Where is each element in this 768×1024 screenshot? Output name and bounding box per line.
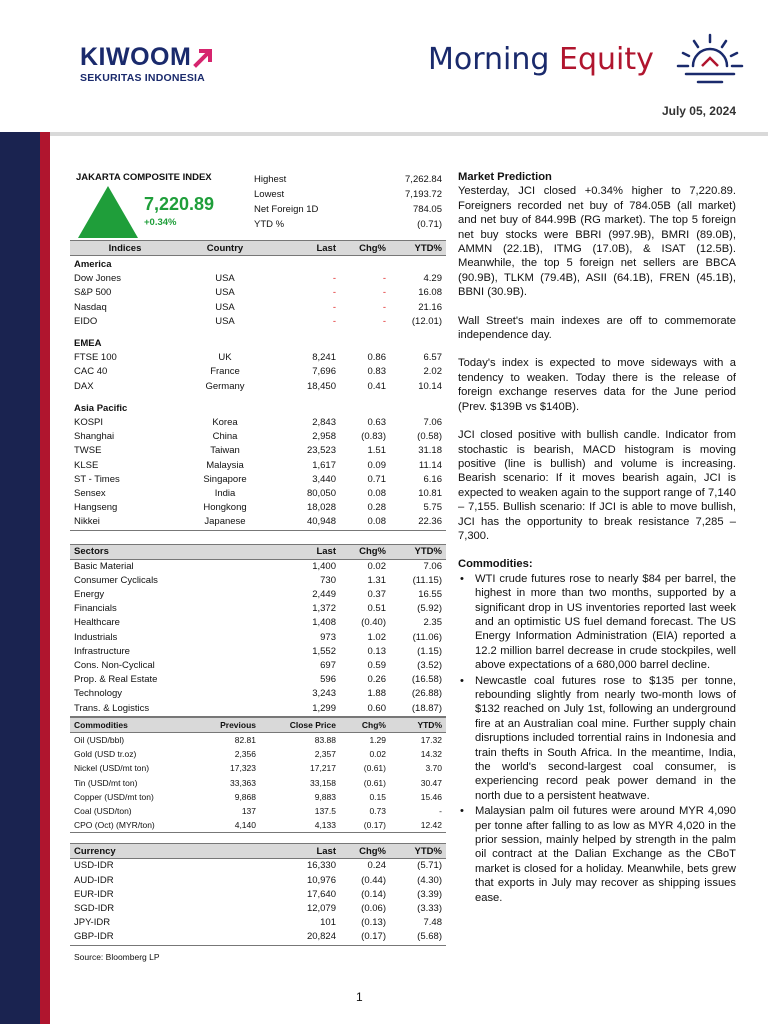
table-cell: ST - Times: [74, 473, 120, 485]
table-cell: 0.60: [367, 702, 386, 714]
table-cell: 1.51: [367, 445, 386, 457]
table-cell: Healthcare: [74, 617, 120, 629]
table-cell: 137: [241, 805, 256, 816]
market-prediction-paragraph-4: JCI closed positive with bullish candle. Indicator from stochastic is bearish, MACD histogram is moving positive (line is bullish) and volume is increasing. Bearish scenario: If it moves bearish again, JCI is expected to weaken again to the support range of 7,140 – 7,155. Bullish scenario: If JCI is able to move bullish, JCI has the opportunity to break resistance 7,285 – 7,300.: [458, 429, 736, 542]
currency-table: [70, 843, 446, 945]
table-cell: 3.70: [425, 763, 442, 774]
col-currency: Currency: [70, 844, 270, 859]
table-cell: 137.5: [314, 805, 336, 816]
table-cell: 1.88: [367, 688, 386, 700]
table-cell: 2,357: [314, 749, 336, 760]
table-cell: Prop. & Real Estate: [74, 674, 158, 686]
table-row: [70, 673, 446, 687]
table-cell: 20,824: [306, 931, 336, 943]
table-cell: 596: [320, 674, 336, 686]
table-cell: 17,217: [310, 763, 336, 774]
market-prediction-heading: Market Prediction: [458, 171, 552, 183]
table-cell: (16.58): [411, 674, 442, 686]
table-cell: TWSE: [74, 445, 102, 457]
commodities-heading: Commodities:: [458, 558, 533, 571]
indices-header-row: [70, 241, 446, 256]
table-cell: 697: [320, 660, 336, 672]
table-cell: AUD-IDR: [74, 874, 114, 886]
table-cell: (0.13): [361, 917, 386, 929]
table-cell: 7,696: [312, 366, 336, 378]
region-name: America: [74, 259, 112, 270]
table-cell: Cons. Non-Cyclical: [74, 660, 155, 672]
table-cell: 1,408: [312, 617, 336, 629]
table-cell: 0.24: [367, 860, 386, 872]
table-row: [70, 365, 446, 379]
table-row: [70, 804, 446, 818]
table-cell: 16.08: [418, 287, 442, 299]
table-cell: 6.16: [423, 473, 442, 485]
jci-stat-row: [254, 187, 442, 202]
commodity-bullet: • WTI crude futures rose to nearly $84 per barrel, the highest in more than two months, supported by a significant drop in US inventories reported last week and an optimistic US fuel demand forecast. The US Energy Information Administration (EIA) reported a 12.2 million barrel decrease in crude stockpiles, well above expectations of a 680,000 barrel decline.: [458, 572, 736, 673]
currency-header-row: [70, 844, 446, 859]
jci-stat-value: 7,193.72: [405, 189, 442, 200]
region-name: Asia Pacific: [74, 402, 128, 414]
table-cell: Taiwan: [210, 445, 240, 457]
region-group-row: [70, 400, 446, 416]
table-cell: 9,868: [234, 791, 256, 802]
table-cell: 0.71: [367, 473, 386, 485]
commodity-bullet: • Newcastle coal futures rose to $135 per tonne, rebounding slightly from nearly two-month lows of $132 reached on July 1st, following an underground fire at an Australian coal mine. Further supply chain disruptions included torrential rains in Indonesia and train thefts in South Africa. In the meantime, India, the world's second-largest coal consumer, is experiencing record peak power demand in the north due to a persistent heatwave.: [458, 674, 736, 804]
report-title-equity: Equity: [559, 42, 654, 77]
kiwoom-logo: [80, 44, 215, 84]
table-cell: 1.02: [367, 631, 386, 643]
commentary-column: [458, 170, 736, 906]
table-row: [70, 859, 446, 874]
table-cell: Gold (USD tr.oz): [74, 749, 137, 760]
table-cell: 15.46: [420, 791, 442, 802]
col-sectors: Sectors: [70, 544, 270, 559]
region-group-row: [70, 335, 446, 351]
table-cell: -: [382, 315, 386, 327]
table-cell: Nikkei: [74, 516, 100, 528]
source-note: Source: Bloomberg LP: [74, 951, 160, 962]
table-cell: (0.40): [361, 617, 386, 629]
table-row: [70, 301, 446, 315]
table-cell: (4.30): [417, 874, 442, 886]
table-cell: 2.35: [423, 617, 442, 629]
table-row: [70, 416, 446, 430]
col-chg: Chg%: [340, 544, 390, 559]
table-row: [70, 315, 446, 329]
logo-arrow-icon: [193, 46, 215, 68]
table-cell: Basic Material: [74, 560, 134, 572]
table-cell: Oil (USD/bbl): [74, 734, 125, 745]
table-cell: Japanese: [204, 516, 246, 528]
table-cell: USA: [215, 301, 235, 313]
table-row: [70, 888, 446, 902]
table-cell: 1.29: [369, 734, 386, 745]
table-cell: 1,372: [312, 603, 336, 615]
commodities-header-row: [70, 717, 446, 732]
table-cell: -: [332, 287, 336, 299]
table-row: [70, 444, 446, 458]
table-row: [70, 732, 446, 747]
table-cell: 17.32: [420, 734, 442, 745]
col-chg: Chg%: [340, 717, 390, 732]
col-ytd: YTD%: [390, 717, 446, 732]
table-row: [70, 687, 446, 701]
commodities-bullets: [458, 572, 736, 905]
table-cell: 4.29: [423, 273, 442, 285]
table-cell: Hangseng: [74, 502, 118, 514]
col-close-price: Close Price: [260, 717, 340, 732]
table-cell: 12.42: [420, 820, 442, 831]
up-triangle-icon: [78, 186, 138, 238]
commodities-table: [70, 717, 446, 833]
table-row: [70, 602, 446, 616]
table-cell: Energy: [74, 589, 105, 601]
table-cell: 101: [320, 917, 336, 929]
table-row: [70, 515, 446, 530]
col-indices: Indices: [70, 241, 180, 256]
table-row: [70, 272, 446, 286]
table-cell: 2,356: [234, 749, 256, 760]
table-cell: 0.08: [367, 516, 386, 528]
col-last: Last: [270, 844, 340, 859]
table-cell: 0.09: [367, 459, 386, 471]
table-cell: 0.26: [367, 674, 386, 686]
table-cell: Infrastructure: [74, 645, 130, 657]
table-cell: USD-IDR: [74, 860, 114, 872]
region-group-row: [70, 256, 446, 273]
col-ytd: YTD%: [390, 544, 446, 559]
table-cell: (0.17): [361, 931, 386, 943]
table-row: [70, 574, 446, 588]
table-row: [70, 818, 446, 833]
table-cell: (5.68): [417, 931, 442, 943]
table-cell: (3.52): [417, 660, 442, 672]
table-cell: 0.02: [367, 560, 386, 572]
table-row: [70, 776, 446, 790]
table-cell: 21.16: [418, 301, 442, 313]
table-cell: 33,158: [310, 777, 336, 788]
jci-stat-label: Net Foreign 1D: [254, 204, 319, 215]
table-cell: 730: [320, 574, 336, 586]
table-cell: (0.06): [361, 902, 386, 914]
table-cell: Coal (USD/ton): [74, 805, 132, 816]
table-row: [70, 902, 446, 916]
table-cell: 2,449: [312, 589, 336, 601]
table-cell: 18,028: [306, 502, 336, 514]
table-cell: 33,363: [230, 777, 256, 788]
table-cell: 973: [320, 631, 336, 643]
market-prediction-paragraph-3: Today's index is expected to move sideways with a tendency to weaken. Today there is the release of foreign exchange reserves data for the June period (Prev. $139B vs $140B).: [458, 357, 736, 413]
table-cell: Singapore: [203, 473, 247, 485]
table-cell: -: [382, 287, 386, 299]
table-cell: (0.58): [417, 431, 442, 443]
table-cell: (3.39): [417, 888, 442, 900]
table-cell: 18,450: [306, 380, 336, 392]
table-cell: 1,299: [312, 702, 336, 714]
table-cell: 0.08: [367, 488, 386, 500]
table-cell: JPY-IDR: [74, 917, 111, 929]
table-cell: France: [210, 366, 240, 378]
table-cell: Shanghai: [74, 431, 115, 443]
table-cell: -: [332, 315, 336, 327]
table-cell: 3,440: [312, 473, 336, 485]
table-cell: 12,079: [306, 902, 336, 914]
col-commodities: Commodities: [70, 717, 190, 732]
table-cell: 1,400: [312, 560, 336, 572]
table-cell: 0.15: [369, 791, 386, 802]
jci-stat-row: [254, 202, 442, 217]
table-row: [70, 559, 446, 574]
table-cell: (0.17): [363, 820, 386, 831]
table-cell: (0.83): [361, 431, 386, 443]
market-data-column: [70, 168, 446, 962]
table-cell: -: [332, 273, 336, 285]
table-cell: USA: [215, 315, 235, 327]
table-cell: (5.71): [417, 860, 442, 872]
table-row: [70, 747, 446, 761]
table-row: [70, 659, 446, 673]
sectors-table: [70, 544, 446, 717]
table-cell: 10.81: [418, 488, 442, 500]
table-cell: 10.14: [418, 380, 442, 392]
table-cell: 0.02: [369, 749, 386, 760]
table-cell: 2,843: [312, 417, 336, 429]
table-row: [70, 631, 446, 645]
table-cell: (1.15): [417, 645, 442, 657]
jci-stat-value: 784.05: [412, 204, 442, 215]
table-cell: China: [212, 431, 238, 443]
table-row: [70, 430, 446, 444]
table-cell: 2,958: [312, 431, 336, 443]
page-number: 1: [356, 990, 363, 1004]
market-prediction-paragraph-1: Yesterday, JCI closed +0.34% higher to 7,220.89. Foreigners recorded net buy of 784.05B (all market) and net buy of 844.99B (RG market). The top 5 foreign net buy stocks were BBRI (997.9B), BMRI (89.0B), AMMN (22.1B), ITMG (17.0B), & ISAT (12.5B). Meanwhile, the top 5 foreign net sellers are BBCA (90.9B), TLKM (79.4B), ASII (64.1B), FREN (45.1B), BBNI (30.9B).: [458, 185, 736, 299]
sunrise-icon: [674, 32, 746, 86]
region-name: EMEA: [74, 338, 102, 350]
table-cell: KOSPI: [74, 417, 104, 429]
table-cell: DAX: [74, 380, 94, 392]
table-cell: 7.06: [423, 560, 442, 572]
table-cell: (0.14): [361, 888, 386, 900]
table-cell: 3,243: [312, 688, 336, 700]
table-row: [70, 702, 446, 717]
table-cell: 0.86: [367, 352, 386, 364]
table-row: [70, 916, 446, 930]
table-cell: (0.61): [363, 763, 386, 774]
col-previous: Previous: [190, 717, 260, 732]
table-cell: 22.36: [418, 516, 442, 528]
report-date: July 05, 2024: [661, 104, 736, 118]
table-cell: 0.59: [367, 660, 386, 672]
table-cell: 1.31: [367, 574, 386, 586]
table-cell: (3.33): [417, 902, 442, 914]
table-cell: -: [382, 273, 386, 285]
table-cell: (0.61): [363, 777, 386, 788]
table-cell: 17,640: [306, 888, 336, 900]
col-last: Last: [270, 544, 340, 559]
table-cell: India: [214, 488, 236, 500]
table-row: [70, 473, 446, 487]
jci-stat-label: Lowest: [254, 189, 285, 200]
table-cell: SGD-IDR: [74, 902, 115, 914]
jci-stat-label: Highest: [254, 174, 287, 185]
table-cell: EIDO: [74, 315, 98, 327]
table-cell: 0.41: [367, 380, 386, 392]
table-cell: Hongkong: [203, 502, 247, 514]
table-row: [70, 588, 446, 602]
market-prediction-paragraph-2: Wall Street's main indexes are off to commemorate independence day.: [458, 314, 736, 342]
table-cell: 7.06: [423, 417, 442, 429]
col-last: Last: [270, 241, 340, 256]
table-cell: 0.13: [367, 645, 386, 657]
table-cell: FTSE 100: [74, 352, 117, 364]
sidebar-navy-bar: [0, 132, 40, 1024]
table-cell: 6.57: [423, 352, 442, 364]
table-cell: CAC 40: [74, 366, 108, 378]
table-cell: (11.15): [412, 574, 442, 586]
table-cell: 30.47: [420, 777, 442, 788]
sectors-header-row: [70, 544, 446, 559]
table-cell: 11.14: [418, 459, 442, 471]
table-cell: -: [332, 301, 336, 313]
table-cell: 80,050: [306, 488, 336, 500]
table-cell: 0.83: [367, 366, 386, 378]
table-cell: 10,976: [306, 874, 336, 886]
table-cell: 8,241: [312, 352, 336, 364]
table-cell: 7.48: [423, 917, 442, 929]
table-cell: Malaysia: [206, 459, 244, 471]
table-cell: Nasdaq: [74, 301, 107, 313]
table-cell: S&P 500: [74, 287, 112, 299]
report-title: [428, 42, 654, 77]
table-cell: Germany: [205, 380, 245, 392]
table-cell: 31.18: [418, 445, 442, 457]
table-cell: 16,330: [306, 860, 336, 872]
table-cell: Financials: [74, 603, 117, 615]
table-cell: Technology: [74, 688, 123, 700]
sidebar-red-bar: [40, 132, 50, 1024]
table-row: [70, 645, 446, 659]
table-row: [70, 616, 446, 630]
table-cell: 0.28: [367, 502, 386, 514]
table-cell: UK: [218, 352, 232, 364]
table-cell: (18.87): [411, 702, 442, 714]
table-cell: Nickel (USD/mt ton): [74, 763, 150, 774]
col-chg: Chg%: [340, 241, 390, 256]
jci-stat-label: YTD %: [254, 219, 285, 230]
table-cell: 4,140: [234, 820, 256, 831]
jci-summary: [70, 168, 446, 240]
table-cell: CPO (Oct) (MYR/ton): [74, 820, 155, 831]
jci-value: 7,220.89: [144, 194, 215, 214]
table-cell: Tin (USD/mt ton): [74, 777, 138, 788]
table-cell: -: [439, 805, 442, 816]
table-row: [70, 286, 446, 300]
table-cell: Dow Jones: [74, 273, 121, 285]
table-cell: 17,323: [230, 763, 256, 774]
table-cell: (26.88): [411, 688, 442, 700]
table-cell: 5.75: [423, 502, 442, 514]
table-cell: 40,948: [306, 516, 336, 528]
table-cell: 83.88: [314, 734, 336, 745]
table-cell: 0.63: [367, 417, 386, 429]
col-ytd: YTD%: [390, 241, 446, 256]
table-cell: 0.73: [369, 805, 386, 816]
table-cell: EUR-IDR: [74, 888, 114, 900]
indices-table: [70, 240, 446, 531]
jci-title: JAKARTA COMPOSITE INDEX: [76, 172, 212, 183]
logo-subtitle: SEKURITAS INDONESIA: [80, 72, 205, 84]
report-title-morning: Morning: [428, 42, 559, 77]
logo-name: KIWOOM: [80, 43, 192, 71]
table-cell: KLSE: [74, 459, 99, 471]
table-cell: Trans. & Logistics: [74, 702, 150, 714]
table-cell: 1,552: [312, 645, 336, 657]
jci-stat-value: (0.71): [417, 219, 442, 230]
table-row: [70, 501, 446, 515]
header-divider: [0, 132, 768, 136]
jci-stat-row: [254, 217, 442, 232]
table-cell: Copper (USD/mt ton): [74, 791, 154, 802]
table-cell: 82.81: [234, 734, 256, 745]
table-cell: -: [382, 301, 386, 313]
table-cell: 23,523: [306, 445, 336, 457]
table-cell: 16.55: [418, 589, 442, 601]
table-cell: (0.44): [361, 874, 386, 886]
col-ytd: YTD%: [390, 844, 446, 859]
table-cell: (11.06): [412, 631, 442, 643]
table-cell: 0.37: [367, 589, 386, 601]
table-cell: Sensex: [74, 488, 106, 500]
table-cell: Korea: [212, 417, 238, 429]
table-row: [70, 930, 446, 945]
col-country: Country: [180, 241, 270, 256]
table-cell: USA: [215, 287, 235, 299]
table-row: [70, 459, 446, 473]
table-row: [70, 487, 446, 501]
table-row: [70, 874, 446, 888]
table-row: [70, 761, 446, 775]
table-row: [70, 380, 446, 394]
table-cell: Consumer Cyclicals: [74, 574, 158, 586]
commodity-bullet: • Malaysian palm oil futures were around MYR 4,090 per tonne after falling to as low as MYR 4,020 in the prior session, mainly helped by strength in the palm oil contract at the Dalian Exchange as the CBoT market is closed for a holiday. Meanwhile, bets grew that exports in July may recover as shipping issues ease.: [458, 804, 736, 905]
table-cell: GBP-IDR: [74, 931, 114, 943]
table-cell: (12.01): [411, 315, 442, 327]
table-cell: 4,133: [314, 820, 336, 831]
table-cell: (5.92): [417, 603, 442, 615]
table-cell: 0.51: [367, 603, 386, 615]
table-row: [70, 790, 446, 804]
jci-change: +0.34%: [144, 217, 177, 228]
table-cell: 1,617: [312, 459, 336, 471]
jci-stats: [254, 172, 442, 232]
jci-stat-row: [254, 172, 442, 187]
col-chg: Chg%: [340, 844, 390, 859]
table-cell: 2.02: [423, 366, 442, 378]
table-cell: 14.32: [420, 749, 442, 760]
table-cell: Industrials: [74, 631, 118, 643]
table-cell: 9,883: [314, 791, 336, 802]
table-row: [70, 351, 446, 365]
table-cell: USA: [215, 273, 235, 285]
jci-stat-value: 7,262.84: [405, 174, 442, 185]
